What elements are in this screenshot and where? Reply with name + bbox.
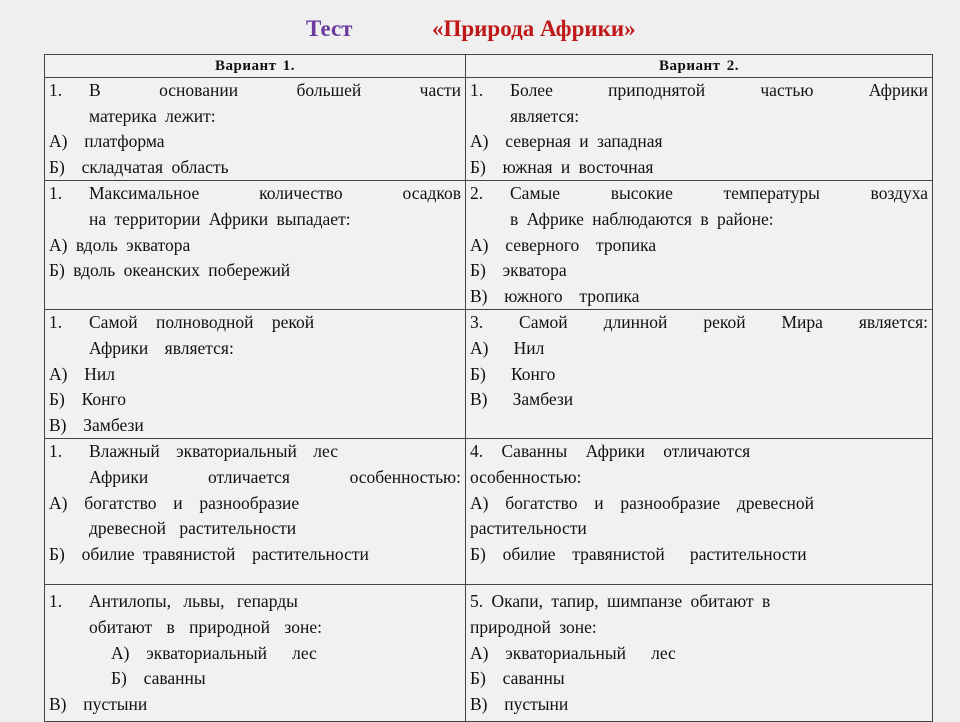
title-test-label: Тест (306, 16, 353, 41)
answer-option: А) северная и западная (470, 131, 663, 152)
answer-option: Б) складчатая область (49, 156, 229, 177)
answer-option: А) Нил (49, 363, 115, 384)
question-number: 1. (470, 80, 484, 100)
answer-option-cont: растительности (470, 518, 587, 539)
question-number: 1. (49, 80, 63, 100)
question-number: 1. (49, 591, 63, 612)
question (470, 78, 928, 104)
question-text: Максимальное количество осадков (89, 183, 461, 204)
answer-option: Б) вдоль океанских побережий (49, 260, 291, 281)
question-text: Антилопы, львы, гепарды (89, 591, 298, 612)
question-text-cont: особенностью: (470, 466, 582, 487)
question-cell (45, 310, 466, 439)
question-cell (466, 585, 933, 722)
answer-option: А) богатство и разнообразие (49, 492, 300, 513)
question-cell (466, 439, 933, 585)
question (49, 310, 461, 336)
answer-option: А) богатство и разнообразие древесной (470, 492, 814, 513)
table-row (45, 310, 933, 439)
answer-option: В) южного тропика (470, 285, 640, 306)
question-text-cont: Африки отличается особенностью: (89, 466, 461, 487)
question-number: 1. (49, 441, 63, 462)
question-cell (45, 585, 466, 722)
answer-option: Б) саванны (111, 668, 206, 689)
question-number: 1. (49, 312, 63, 333)
table-row (45, 585, 933, 722)
answer-option: Б) экватора (470, 260, 567, 281)
answer-option: Б) Конго (49, 389, 127, 410)
answer-option: Б) Конго (470, 363, 556, 384)
question-cell (466, 78, 933, 181)
answer-option: А) экваториальный лес (111, 642, 317, 663)
answer-option: Б) обилие травянистой растительности (470, 543, 807, 564)
question-text: Более приподнятой частью Африки (510, 80, 928, 100)
question-text: Влажный экваториальный лес (89, 441, 338, 462)
question-text-cont: Африки является: (89, 337, 234, 358)
answer-option: А) северного тропика (470, 234, 657, 255)
question-text: Самой полноводной рекой (89, 312, 315, 333)
header-row (45, 55, 933, 78)
title-topic: «Природа Африки» (432, 16, 636, 41)
answer-option: Б) саванны (470, 668, 565, 689)
answer-option: А) платформа (49, 131, 165, 152)
question-number: 1. (49, 183, 63, 204)
question-text: 4. Саванны Африки отличаются (470, 441, 751, 462)
table-row (45, 78, 933, 181)
question-text: 3. Самой длинной рекой Мира является: (470, 312, 928, 333)
question-text-cont: природной зоне: (470, 616, 597, 637)
answer-option: А) экваториальный лес (470, 642, 676, 663)
question-text-cont: в Африке наблюдаются в районе: (510, 208, 774, 229)
answer-option: Б) южная и восточная (470, 156, 654, 177)
question-cell (45, 78, 466, 181)
answer-option: Б) обилие травянистой растительности (49, 543, 369, 564)
question-text: 5. Окапи, тапир, шимпанзе обитают в (470, 591, 771, 612)
page-title (0, 12, 960, 48)
answer-option: В) Замбези (49, 414, 144, 435)
answer-option: В) пустыни (470, 693, 569, 714)
header-variant-2: Вариант 2. (466, 55, 933, 78)
question-text: Самые высокие температуры воздуха (510, 183, 928, 204)
answer-option: А) вдоль экватора (49, 234, 191, 255)
question (49, 589, 461, 615)
table-row (45, 181, 933, 310)
question-cell (45, 439, 466, 585)
question-text-cont: обитают в природной зоне: (89, 616, 322, 637)
question-cell (466, 310, 933, 439)
question-text-cont: является: (510, 105, 580, 126)
question (49, 181, 461, 207)
answer-option: В) пустыни (49, 693, 148, 714)
question (49, 78, 461, 104)
test-table (44, 54, 933, 722)
question-number: 2. (470, 183, 484, 204)
question-text-cont: на территории Африки выпадает: (89, 208, 351, 229)
question-text: В основании большей части (89, 80, 461, 100)
answer-option: А) Нил (470, 337, 545, 358)
question-cell (45, 181, 466, 310)
answer-option: В) Замбези (470, 389, 574, 410)
table-row (45, 439, 933, 585)
answer-option-cont: древесной растительности (89, 518, 297, 539)
question (49, 439, 461, 465)
question (470, 181, 928, 207)
question-text-cont: материка лежит: (89, 105, 216, 126)
question-cell (466, 181, 933, 310)
header-variant-1: Вариант 1. (45, 55, 466, 78)
